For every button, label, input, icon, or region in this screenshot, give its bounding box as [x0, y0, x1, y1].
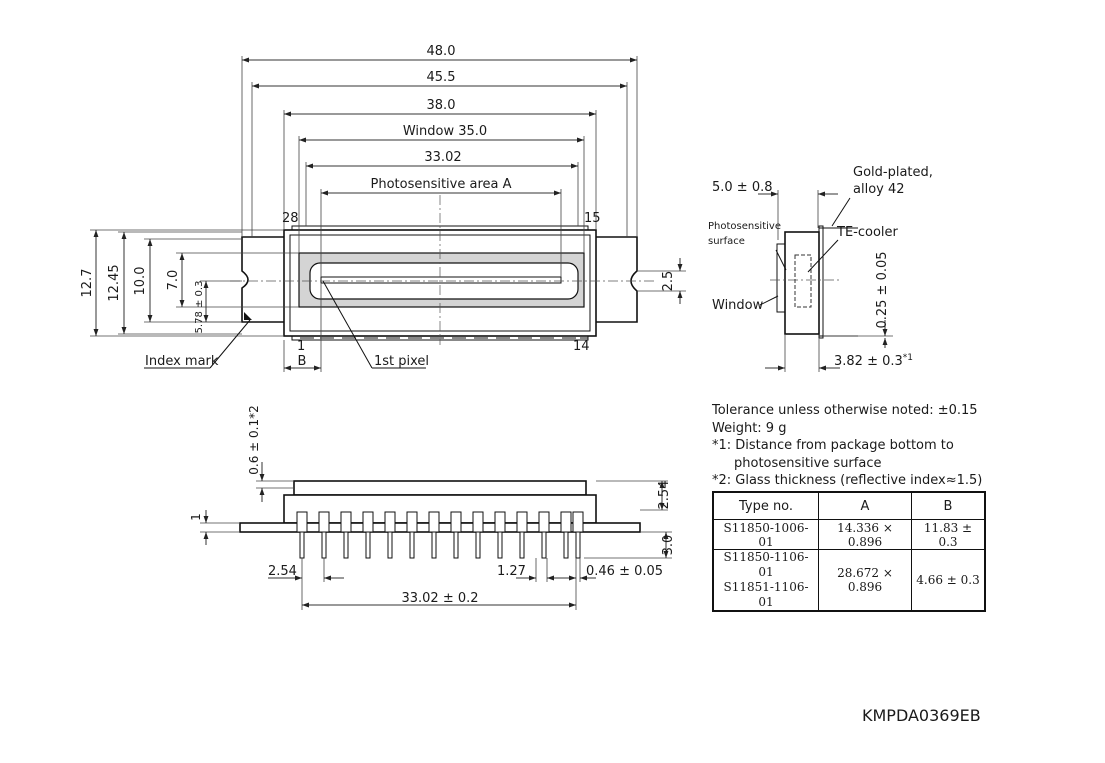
dim-window: Window 35.0: [402, 124, 488, 139]
dim-3-82-ref: *1: [902, 353, 914, 363]
dim-38: 38.0: [426, 98, 456, 113]
notes: [712, 402, 982, 490]
dim-2-5: 2.5: [661, 270, 676, 292]
pin-28: 28: [282, 211, 299, 226]
first-pixel-label: 1st pixel: [374, 354, 430, 369]
cell-a: 14.336 × 0.896: [819, 520, 912, 550]
note-1b: photosensitive surface: [734, 455, 882, 471]
side-body: [785, 232, 819, 334]
gold-plated-label-2: alloy 42: [853, 182, 905, 197]
svg-text:3.82 ± 0.3*1: [834, 353, 913, 369]
right-flange: [593, 237, 637, 322]
pin-15: 15: [584, 211, 601, 226]
header-type: Type no.: [713, 492, 819, 520]
cell-type: S11850-1006-01: [713, 520, 819, 550]
pin-1: 1: [297, 339, 306, 354]
table-row: [713, 550, 985, 612]
drawing-code: KMPDA0369EB: [862, 706, 981, 725]
pin-14: 14: [573, 339, 590, 354]
table-header-row: [713, 492, 985, 520]
dim-0-46: 0.46 ± 0.05: [586, 564, 664, 579]
dim-2-54-horizontal: 2.54: [268, 564, 297, 579]
cell-b: 4.66 ± 0.3: [912, 550, 986, 612]
photosensitive-area: [321, 277, 561, 283]
te-cooler-label: TE-cooler: [837, 225, 898, 240]
dim-10: 10.0: [133, 266, 148, 296]
dim-b: B: [297, 354, 307, 369]
photosensitive-label-1: Photosensitive: [708, 221, 781, 232]
dim-2-54-vertical: 2.54: [657, 480, 672, 510]
cell-type: S11850-1106-01 S11851-1106-01: [713, 550, 819, 612]
photosensitive-label-2: surface: [708, 236, 745, 247]
top-view: [80, 44, 686, 372]
index-mark-label: Index mark: [145, 354, 219, 369]
dim-12-7: 12.7: [80, 268, 95, 298]
dim-33-02: 33.02: [424, 150, 462, 165]
gold-plated-label-1: Gold-plated,: [853, 165, 933, 180]
header-b: B: [912, 492, 986, 520]
dim-12-45: 12.45: [107, 264, 122, 302]
cell-b: 11.83 ± 0.3: [912, 520, 986, 550]
dim-45-5: 45.5: [426, 70, 456, 85]
cell-a: 28.672 × 0.896: [819, 550, 912, 612]
type-table: [712, 491, 986, 612]
side-view: [708, 165, 933, 372]
dim-photosensitive-area: Photosensitive area A: [370, 177, 512, 192]
header-a: A: [819, 492, 912, 520]
dim-0-6: 0.6 ± 0.1*2: [247, 405, 261, 475]
note-1a: *1: Distance from package bottom to: [712, 438, 954, 453]
dim-5-0: 5.0 ± 0.8: [712, 180, 773, 195]
dim-33-02-tol: 33.02 ± 0.2: [401, 591, 479, 606]
dim-7: 7.0: [166, 269, 181, 291]
dim-3-0: 3.0: [661, 534, 676, 556]
table-row: [713, 520, 985, 550]
dim-5-78: 5.78 ± 0.3: [194, 280, 205, 334]
window-label: Window: [712, 298, 764, 313]
dim-0-25: 0.25 ± 0.05: [875, 251, 890, 329]
front-view: [189, 405, 676, 610]
front-glass: [294, 481, 586, 495]
note-tolerance: Tolerance unless otherwise noted: ±0.15: [712, 403, 978, 418]
left-flange: [242, 237, 287, 322]
note-weight: Weight: 9 g: [712, 420, 787, 436]
dim-3-82: 3.82 ± 0.3: [834, 354, 903, 369]
dim-48: 48.0: [426, 44, 456, 59]
note-2: *2: Glass thickness (reflective index≈1.5): [712, 473, 983, 488]
dim-1: 1: [189, 513, 203, 521]
dim-1-27: 1.27: [497, 564, 526, 579]
